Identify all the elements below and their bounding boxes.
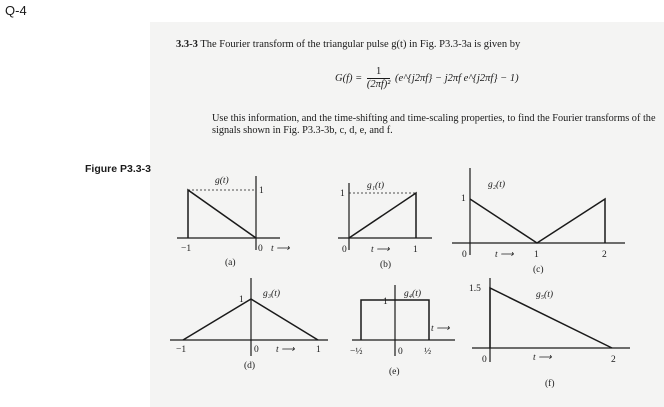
panel-e-peak-label: 1 xyxy=(383,297,388,307)
panel-f-tick-right: 2 xyxy=(611,355,616,365)
panel-b-tick-right: 1 xyxy=(413,245,418,255)
panel-d-tick-left: −1 xyxy=(176,345,187,355)
panel-a-t-arrow: t ⟶ xyxy=(271,244,290,254)
panel-c-tick-2: 2 xyxy=(602,250,607,260)
panel-c-t-arrow: t ⟶ xyxy=(495,250,514,260)
panel-c-signal-line xyxy=(470,199,605,243)
panel-d-tick-right: 1 xyxy=(316,345,321,355)
panel-c-tick-1: 1 xyxy=(534,250,539,260)
panel-b-t-arrow: t ⟶ xyxy=(371,245,390,255)
panel-a-caption: (a) xyxy=(225,258,236,268)
instructions-paragraph: Use this information, and the time-shifting and time-scaling properties, to find the Fourier transforms of the signals shown in Fig. P3.3-3b, c, d, e, and f. xyxy=(212,113,656,136)
panel-f-peak-label: 1.5 xyxy=(469,284,481,294)
panel-e-tick-right: ½ xyxy=(424,347,432,357)
panel-e-tick-origin: 0 xyxy=(398,347,403,357)
panel-c-peak-label: 1 xyxy=(461,194,466,204)
panel-d-tick-origin: 0 xyxy=(254,345,259,355)
panel-e-t-arrow: t ⟶ xyxy=(431,324,450,334)
panel-a-tick-left: −1 xyxy=(181,244,192,254)
panel-a xyxy=(177,176,280,250)
formula-numerator: 1 xyxy=(367,66,391,79)
panel-c-tick-origin: 0 xyxy=(462,250,467,260)
formula-denominator: (2πf)² xyxy=(366,79,391,90)
panel-a-signal-line xyxy=(188,190,256,238)
panel-b-signal-label: g₁(t) xyxy=(367,181,385,191)
panel-e-signal-label: g₄(t) xyxy=(404,289,422,299)
panel-b xyxy=(338,183,432,250)
panel-c-caption: (c) xyxy=(533,265,544,275)
panel-d-caption: (d) xyxy=(244,361,256,371)
formula-lhs: G(f) = xyxy=(335,72,363,84)
panel-b-peak-label: 1 xyxy=(340,189,345,199)
panel-f-signal-label: g₅(t) xyxy=(536,290,554,300)
panel-a-signal-label: g(t) xyxy=(215,176,229,186)
panel-b-tick-origin: 0 xyxy=(342,245,347,255)
problem-text: The Fourier transform of the triangular pulse g(t) in Fig. P3.3-3a is given by xyxy=(200,39,521,50)
panel-f-t-arrow: t ⟶ xyxy=(533,353,552,363)
panel-b-signal-line xyxy=(349,193,416,238)
panel-d-signal-label: g₃(t) xyxy=(263,289,281,299)
panel-c xyxy=(452,168,625,255)
panel-d-peak-label: 1 xyxy=(239,295,244,305)
panel-f-tick-origin: 0 xyxy=(482,355,487,365)
problem-number: 3.3-3 xyxy=(176,39,198,50)
panel-d xyxy=(170,278,328,356)
formula-rhs: (e^{j2πf} − j2πf e^{j2πf} − 1) xyxy=(395,72,519,84)
panel-a-peak-label: 1 xyxy=(259,186,264,196)
panel-c-signal-label: g₂(t) xyxy=(488,180,506,190)
panel-e-tick-left: −½ xyxy=(350,347,363,357)
panel-f-caption: (f) xyxy=(545,379,555,389)
panel-d-t-arrow: t ⟶ xyxy=(276,345,295,355)
panel-a-tick-origin: 0 xyxy=(258,244,263,254)
panel-b-caption: (b) xyxy=(380,260,392,270)
question-label: Q-4 xyxy=(5,3,27,18)
figure-label: Figure P3.3-3 xyxy=(85,163,151,175)
panel-e-caption: (e) xyxy=(389,367,400,377)
